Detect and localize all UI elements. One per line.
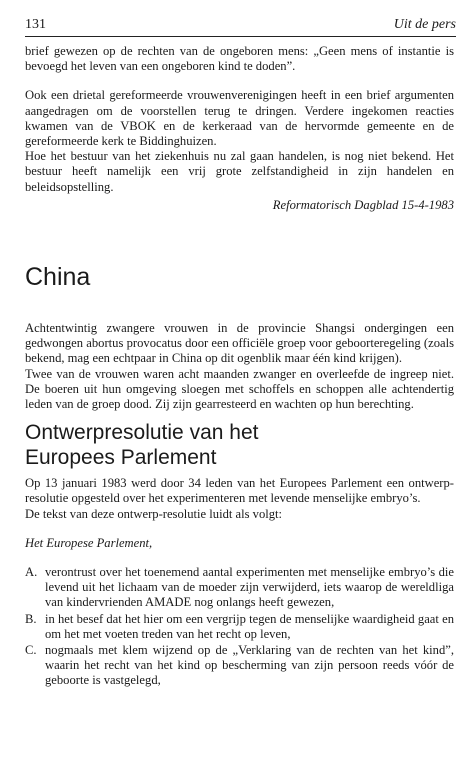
page-number: 131 — [25, 17, 46, 32]
running-title: Uit de pers — [393, 17, 456, 32]
item-text: verontrust over het toenemend aantal experimenten met menselijke embryo’s die levend uit het lichaam van de moeder zijn verwijderd, iets waarop de wereldliga van kindervrienden AMADE nog onlangs heeft gewezen, — [45, 565, 454, 610]
article1-paragraph-3: Hoe het bestuur van het ziekenhuis nu zal gaan handelen, is nog niet bekend. Het bestuur heeft namelijk een vrij grote zelfstandigheid in zijn handelen en beleidsopstelling. — [25, 149, 454, 194]
china-heading: China — [25, 263, 91, 292]
item-label: B. — [25, 611, 37, 626]
china-paragraph-1: Achtentwintig zwangere vrouwen in de provincie Shangsi ondergingen een gedwongen abortus provocatus door een officiële groep voor geboorteregeling (zoals bekend, mag een echtpaar in China op dit ogenblik maar één kind krijgen). — [25, 321, 454, 366]
resolution-item-b — [25, 612, 454, 642]
resolution-item-a — [25, 565, 454, 611]
article1-paragraph-2: Ook een drietal gereformeerde vrouwenverenigingen heeft in een brief argumenten aangedragen om de voorstellen terug te dringen. Verdere ingekomen reacties kwamen van de VBOK en de kerkeraad van de hervormde gemeente en de gereformeerde kerk te Biddinghuizen. — [25, 88, 454, 149]
resolution-paragraph-1: Op 13 januari 1983 werd door 34 leden van het Europees Parlement een ontwerp-resolutie opgesteld over het experimenteren met levende menselijke embryo’s. — [25, 476, 454, 506]
article1-paragraph-1: brief gewezen op de rechten van de ongeboren mens: „Geen mens of instantie is bevoegd het leven van een ongeboren kind te doden”. — [25, 44, 454, 74]
item-label: C. — [25, 643, 37, 658]
china-paragraph-2: Twee van de vrouwen waren acht maanden zwanger en overleefde de ingreep niet. De boeren uit hun omgeving sloegen met schoffels en schoppen alle achtendertig leden van de groep dood. Zij zijn gearresteerd en wachten op hun berechting. — [25, 366, 454, 412]
resolution-items — [25, 565, 454, 689]
article1-source: Reformatorisch Dagblad 15-4-1983 — [272, 197, 454, 212]
resolution-heading — [25, 420, 454, 470]
resolution-heading-line-1: Ontwerpresolutie van het — [25, 421, 259, 445]
resolution-item-c — [25, 643, 454, 689]
resolution-subtitle: Het Europese Parlement, — [25, 535, 153, 550]
resolution-heading-line-2: Europees Parlement — [25, 446, 217, 470]
item-text: nogmaals met klem wijzend op de „Verklaring van de rechten van het kind”, waarin het recht van het kind op bescherming van zijn persoon reeds vóór de geboorte is vastgelegd, — [45, 643, 454, 688]
item-text: in het besef dat het hier om een vergrijp tegen de menselijke waardigheid gaat en om het met voeten treden van het recht op leven, — [45, 611, 454, 641]
item-label: A. — [25, 565, 38, 580]
page-content — [25, 44, 454, 690]
page-header — [25, 12, 456, 37]
resolution-paragraph-2: De tekst van deze ontwerp-resolutie luidt als volgt: — [25, 506, 283, 521]
